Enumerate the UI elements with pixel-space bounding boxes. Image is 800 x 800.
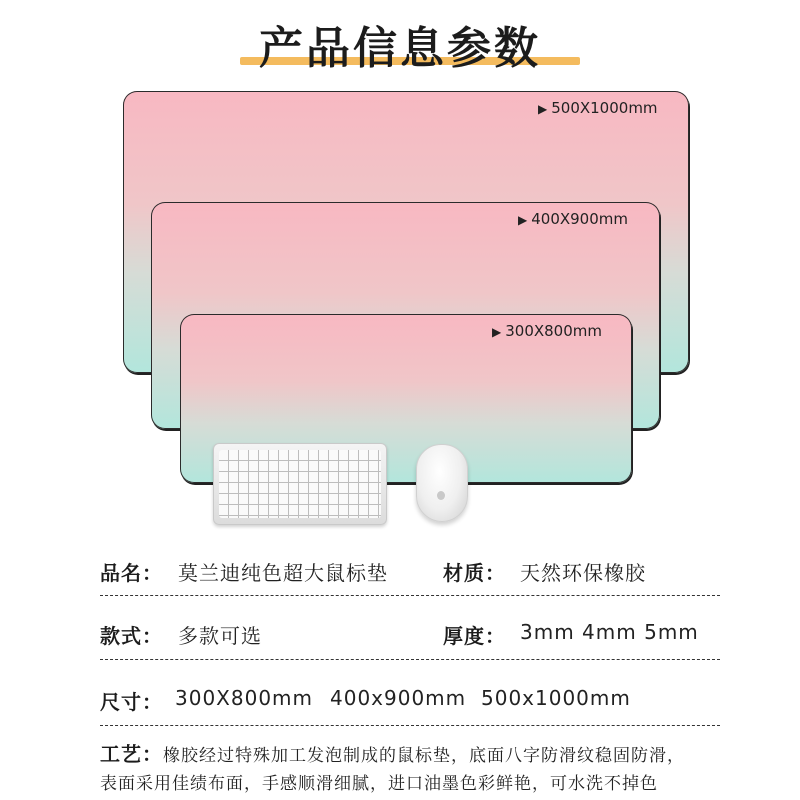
size-small-text: 300X800mm <box>505 322 602 340</box>
divider <box>100 725 720 726</box>
thickness-value: 3mm 4mm 5mm <box>520 620 699 644</box>
size-value-400x900: 400x900mm <box>330 686 467 710</box>
title-section <box>0 0 800 90</box>
page-title: 产品信息参数 <box>259 23 541 74</box>
size-label-large <box>538 99 658 117</box>
size-large-text: 500X1000mm <box>551 99 658 117</box>
size-value-300x800: 300X800mm <box>175 686 314 710</box>
divider <box>100 659 720 660</box>
triangle-right-icon: ▶ <box>492 325 502 339</box>
apple-logo-icon <box>437 491 445 500</box>
name-label: 品名： <box>100 561 163 585</box>
thickness-label: 厚度： <box>443 624 506 648</box>
material-label: 材质： <box>443 561 506 585</box>
size-label: 尺寸： <box>100 690 163 714</box>
craft-label: 工艺： <box>100 742 163 766</box>
triangle-right-icon: ▶ <box>538 102 548 116</box>
style-value: 多款可选 <box>178 624 262 648</box>
size-label-medium <box>518 210 628 228</box>
size-label-small <box>492 322 602 340</box>
triangle-right-icon: ▶ <box>518 213 528 227</box>
material-value: 天然环保橡胶 <box>520 561 646 585</box>
craft-description <box>100 740 720 798</box>
size-value-500x1000: 500x1000mm <box>481 686 631 710</box>
size-medium-text: 400X900mm <box>531 210 628 228</box>
name-value: 莫兰迪纯色超大鼠标垫 <box>178 561 388 585</box>
keyboard-image <box>213 443 387 525</box>
craft-line-2: 表面采用佳绩布面，手感顺滑细腻，进口油墨色彩鲜艳，可水洗不掉色 <box>100 774 658 794</box>
craft-line-1: 橡胶经过特殊加工发泡制成的鼠标垫，底面八字防滑纹稳固防滑， <box>163 746 685 766</box>
mouse-image <box>416 444 468 522</box>
keyboard-keys <box>219 450 381 518</box>
style-label: 款式： <box>100 624 163 648</box>
divider <box>100 595 720 596</box>
